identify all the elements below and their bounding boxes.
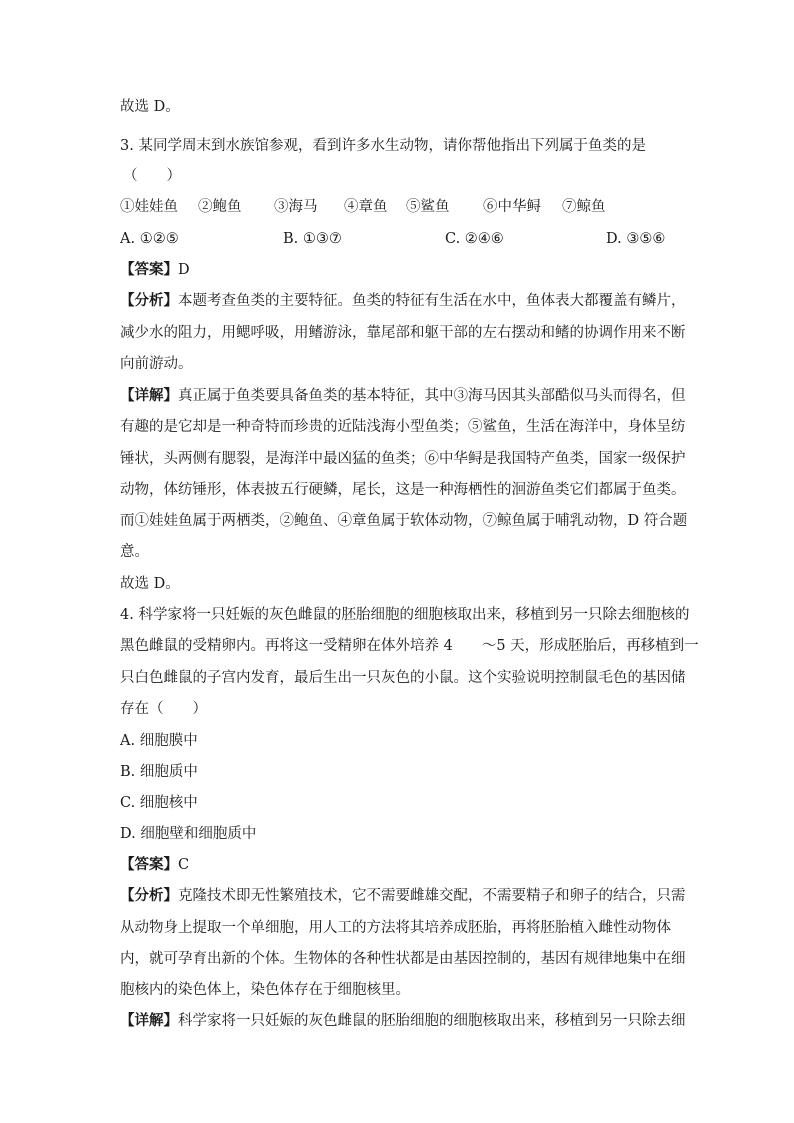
option-item: ⑦鲸鱼 (562, 199, 606, 215)
text-line (120, 260, 680, 280)
text-line: 减少水的阻力，用鳃呼吸，用鳍游泳，靠尾部和躯干部的左右摆动和鳍的协调作用来不断 (120, 325, 686, 341)
text-line: B. 细胞质中 (120, 764, 198, 780)
section-label: 【详解】 (120, 1012, 178, 1029)
text-line: 3. 某同学周末到水族馆参观，看到许多水生动物，请你帮他指出下列属于鱼类的是 (120, 138, 646, 154)
text-line: D. 细胞壁和细胞质中 (120, 826, 257, 842)
option-item: ②鲍鱼 (198, 199, 242, 215)
text-line: 意。 (120, 544, 149, 560)
answer-choice: A. ①②⑤ (120, 231, 179, 247)
section-text: 本题考查鱼类的主要特征。鱼类的特征有生活在水中，鱼体表大都覆盖有鳞片， (178, 293, 686, 309)
text-line: 存在（ ） (120, 701, 207, 717)
option-item: ⑤鲨鱼 (406, 199, 450, 215)
section-label: 【分析】 (120, 887, 178, 904)
text-line: 故选 D。 (120, 99, 180, 115)
text-line (120, 886, 686, 906)
text-line (120, 855, 680, 875)
text-line: 胞核内的染色体上，染色体存在于细胞核里。 (120, 982, 410, 998)
text-line: C. 细胞核中 (120, 795, 198, 811)
answer-choice: C. ②④⑥ (445, 231, 504, 247)
section-label: 【详解】 (120, 387, 178, 404)
text-line (120, 1011, 686, 1031)
text-line: 锤状，头两侧有腮裂，是海洋中最凶猛的鱼类；⑥中华鲟是我国特产鱼类，国家一级保护 (120, 451, 686, 467)
text-line: 4. 科学家将一只妊娠的灰色雌鼠的胚胎细胞的细胞核取出来，移植到另一只除去细胞核的 (120, 607, 690, 623)
section-label: 【答案】 (120, 856, 178, 873)
option-item: ③海马 (274, 199, 318, 215)
option-item: ⑥中华鲟 (483, 199, 541, 215)
section-label: 【答案】 (120, 261, 178, 278)
text-line: 从动物身上提取一个单细胞，用人工的方法将其培养成胚胎，再将胚胎植入雌性动物体 (120, 920, 671, 936)
text-line (120, 386, 686, 406)
answer-choice: D. ③⑤⑥ (606, 231, 666, 247)
text-line: 故选 D。 (120, 576, 180, 592)
text-line: 有趣的是它却是一种奇特而珍贵的近陆浅海小型鱼类；⑤鲨鱼，生活在海洋中，身体呈纺 (120, 419, 686, 435)
answer-choice: B. ①③⑦ (283, 231, 342, 247)
text-line: 只白色雌鼠的子宫内发育，最后生出一只灰色的小鼠。这个实验说明控制鼠毛色的基因储 (120, 670, 686, 686)
section-label: 【分析】 (120, 292, 178, 309)
section-text: 克隆技术即无性繁殖技术，它不需要雌雄交配，不需要精子和卵子的结合，只需 (178, 888, 686, 904)
section-text: 科学家将一只妊娠的灰色雌鼠的胚胎细胞的细胞核取出来，移植到另一只除去细 (178, 1013, 686, 1029)
section-text: C (178, 857, 190, 873)
text-line: （ ） (123, 168, 181, 184)
section-text: D (178, 262, 190, 278)
text-line: 动物，体纺锤形，体表披五行硬鳞，尾长，这是一种海栖性的洄游鱼类它们都属于鱼类。 (120, 482, 686, 498)
section-text: 真正属于鱼类要具备鱼类的基本特征，其中③海马因其头部酷似马头而得名，但 (178, 388, 686, 404)
text-line: 内，就可孕育出新的个体。生物体的各种性状都是由基因控制的，基因有规律地集中在细 (120, 951, 686, 967)
option-item: ①娃娃鱼 (120, 199, 178, 215)
text-line: 而①娃娃鱼属于两栖类，②鲍鱼、④章鱼属于软体动物，⑦鲸鱼属于哺乳动物，D 符合题 (120, 513, 688, 529)
text-line: 向前游动。 (120, 356, 193, 372)
text-line: A. 细胞膜中 (120, 733, 198, 749)
text-line: 黑色雌鼠的受精卵内。再将这一受精卵在体外培养 4 ～5 天，形成胚胎后，再移植到一 (120, 638, 699, 654)
text-line (120, 291, 686, 311)
option-item: ④章鱼 (344, 199, 388, 215)
